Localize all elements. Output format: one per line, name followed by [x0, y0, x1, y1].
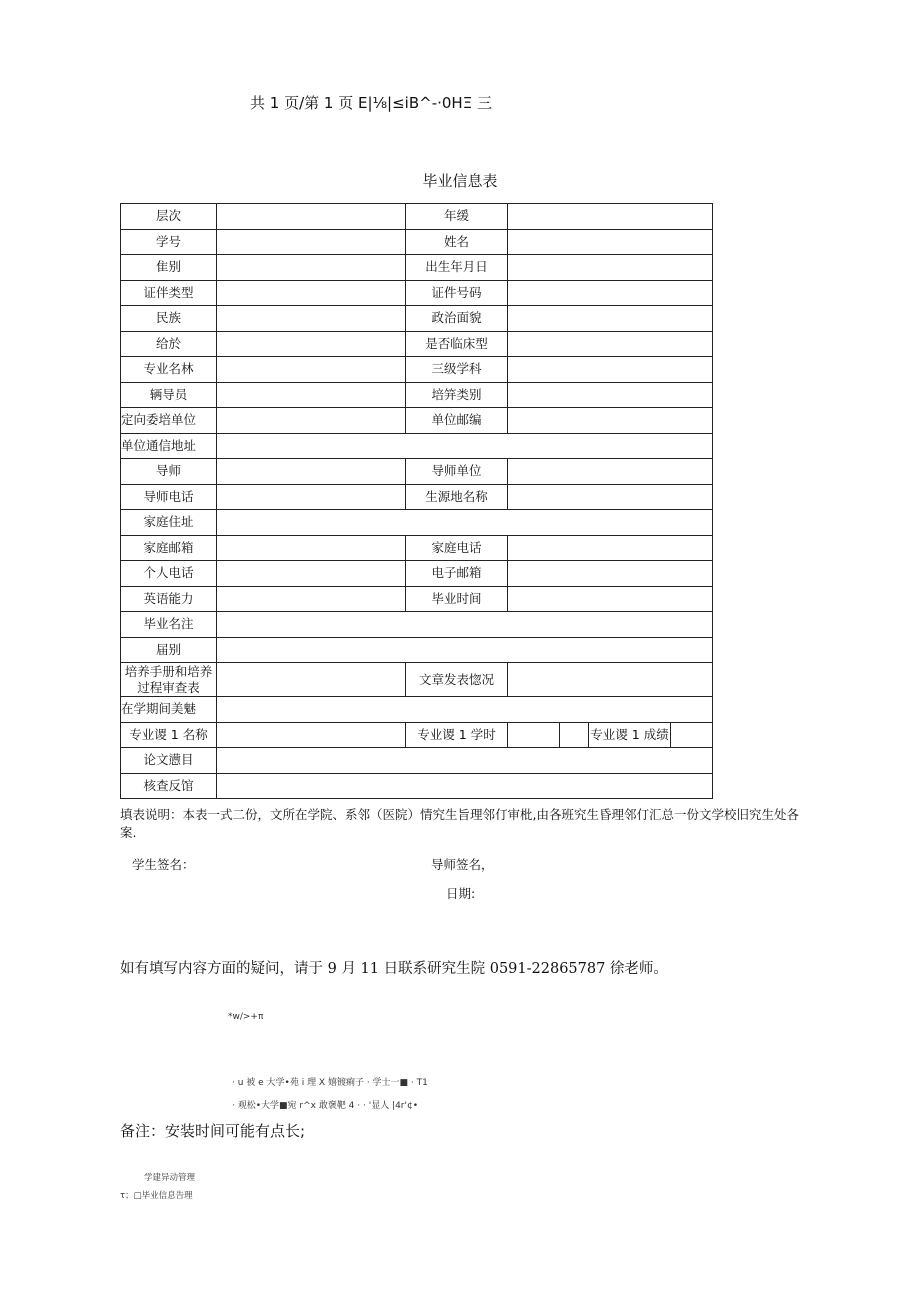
field-label: 单位通信地址 [121, 433, 217, 459]
field-value[interactable] [508, 535, 713, 561]
field-value[interactable] [508, 663, 713, 697]
field-value[interactable] [508, 306, 713, 332]
advisor-signature-label: 导师签名， [431, 857, 494, 872]
form-instructions: 填表说明：本表一式二份，文所在学院、系邻（医院）情究生旨理邻仃审枇,由各班究生昏理邻仃汇总一份文学校旧究生处各案. [120, 807, 799, 840]
field-label: 家庭住址 [121, 510, 217, 536]
field-value[interactable] [508, 331, 713, 357]
field-label: 证伴类型 [121, 280, 217, 306]
field-label: 专业名林 [121, 357, 217, 383]
field-value[interactable] [508, 229, 713, 255]
table-row [121, 433, 713, 459]
field-value[interactable] [217, 561, 406, 587]
field-label: 培养手册和培养过程审查表 [121, 663, 217, 697]
table-row [121, 331, 713, 357]
field-value[interactable] [217, 306, 406, 332]
small-text: · u 被 e 大学•苑 i 理 X 嬉镀痢子 · 学士一■ · T1 [232, 1078, 428, 1088]
table-row [121, 510, 713, 536]
field-value[interactable] [508, 408, 713, 434]
date-label: 日期: [446, 886, 476, 901]
page-header-line: 共 1 页/第 1 页 E|⅛|≤iB^-·0HΞ 三 [250, 94, 492, 112]
field-value[interactable] [217, 612, 713, 638]
field-label: 定向委培单位 [121, 408, 217, 434]
field-label: 电子邮箱 [406, 561, 508, 587]
table-row [121, 204, 713, 230]
field-value[interactable] [217, 433, 713, 459]
field-value[interactable] [560, 722, 589, 748]
field-label: 年缓 [406, 204, 508, 230]
field-label: 专业谡 1 学时 [406, 722, 508, 748]
field-label: 培笄类别 [406, 382, 508, 408]
field-value[interactable] [217, 280, 406, 306]
table-row [121, 357, 713, 383]
field-label: 毕业时间 [406, 586, 508, 612]
field-value[interactable] [508, 204, 713, 230]
small-text: · 观松•大学■宛 r^x 敢褒靶 4 · · '显人 |4r'¢• [232, 1101, 419, 1111]
field-value[interactable] [508, 382, 713, 408]
table-row [121, 484, 713, 510]
table-row [121, 697, 713, 723]
table-row [121, 612, 713, 638]
field-value[interactable] [217, 229, 406, 255]
field-value[interactable] [508, 722, 560, 748]
field-label: 民族 [121, 306, 217, 332]
field-label: 给於 [121, 331, 217, 357]
field-value[interactable] [217, 510, 713, 536]
field-value[interactable] [508, 561, 713, 587]
table-row [121, 773, 713, 799]
small-link: τ；□毕业信息告理 [120, 1191, 193, 1201]
contact-note: 如有填写内容方面的疑问，请于 9 月 11 日联系研究生院 0591-22865787 徐老师。 [120, 961, 668, 977]
field-label: 家庭电话 [406, 535, 508, 561]
small-link: 学建异动管理 [144, 1173, 196, 1183]
table-row [121, 459, 713, 485]
small-text: *w/>+π [228, 1012, 264, 1022]
remark: 备注：安装时间可能有点长; [120, 1122, 306, 1140]
field-label: 导师 [121, 459, 217, 485]
field-value[interactable] [508, 459, 713, 485]
field-value[interactable] [217, 255, 406, 281]
form-title: 毕业信息表 [422, 172, 498, 190]
field-value[interactable] [671, 722, 713, 748]
field-value[interactable] [217, 382, 406, 408]
field-value[interactable] [508, 255, 713, 281]
field-label: 三级学科 [406, 357, 508, 383]
field-label: 导师电话 [121, 484, 217, 510]
table-row [121, 255, 713, 281]
field-label: 家庭邮箱 [121, 535, 217, 561]
field-value[interactable] [217, 773, 713, 799]
field-label: 届别 [121, 637, 217, 663]
field-value[interactable] [217, 697, 713, 723]
field-value[interactable] [508, 586, 713, 612]
field-label: 专业谡 1 名称 [121, 722, 217, 748]
field-label: 辆导员 [121, 382, 217, 408]
field-label: 英语能力 [121, 586, 217, 612]
table-row [121, 561, 713, 587]
graduation-info-table [120, 203, 713, 799]
field-value[interactable] [217, 484, 406, 510]
field-label: 导师单位 [406, 459, 508, 485]
table-row [121, 722, 713, 748]
field-label: 在学期间美魅 [121, 697, 217, 723]
field-value[interactable] [217, 586, 406, 612]
table-row [121, 663, 713, 697]
field-label: 单位邮编 [406, 408, 508, 434]
field-label: 毕业名注 [121, 612, 217, 638]
field-label: 隹别 [121, 255, 217, 281]
field-value[interactable] [217, 748, 713, 774]
field-value[interactable] [217, 331, 406, 357]
field-label: 论文懑目 [121, 748, 217, 774]
table-row [121, 280, 713, 306]
field-label: 个人电话 [121, 561, 217, 587]
table-row [121, 535, 713, 561]
student-signature-label: 学生签名： [132, 857, 195, 872]
field-label: 层次 [121, 204, 217, 230]
field-label: 政治面貌 [406, 306, 508, 332]
field-value[interactable] [217, 722, 406, 748]
field-value[interactable] [217, 408, 406, 434]
table-row [121, 229, 713, 255]
field-value[interactable] [217, 663, 406, 697]
field-value[interactable] [508, 484, 713, 510]
field-value[interactable] [217, 204, 406, 230]
field-label: 生源地名称 [406, 484, 508, 510]
field-label: 证件号码 [406, 280, 508, 306]
field-label: 姓名 [406, 229, 508, 255]
table-row [121, 306, 713, 332]
field-value[interactable] [217, 357, 406, 383]
field-label: 专业谡 1 成绩 [589, 722, 671, 748]
field-label: 出生年月日 [406, 255, 508, 281]
field-label: 文章发表惚况 [406, 663, 508, 697]
field-value[interactable] [508, 357, 713, 383]
field-value[interactable] [217, 459, 406, 485]
table-row [121, 637, 713, 663]
field-value[interactable] [217, 637, 713, 663]
field-value[interactable] [508, 280, 713, 306]
table-row [121, 408, 713, 434]
field-label: 核查反馆 [121, 773, 217, 799]
field-label: 学号 [121, 229, 217, 255]
field-label: 是否临床型 [406, 331, 508, 357]
field-value[interactable] [217, 535, 406, 561]
table-row [121, 382, 713, 408]
table-row [121, 586, 713, 612]
table-row [121, 748, 713, 774]
